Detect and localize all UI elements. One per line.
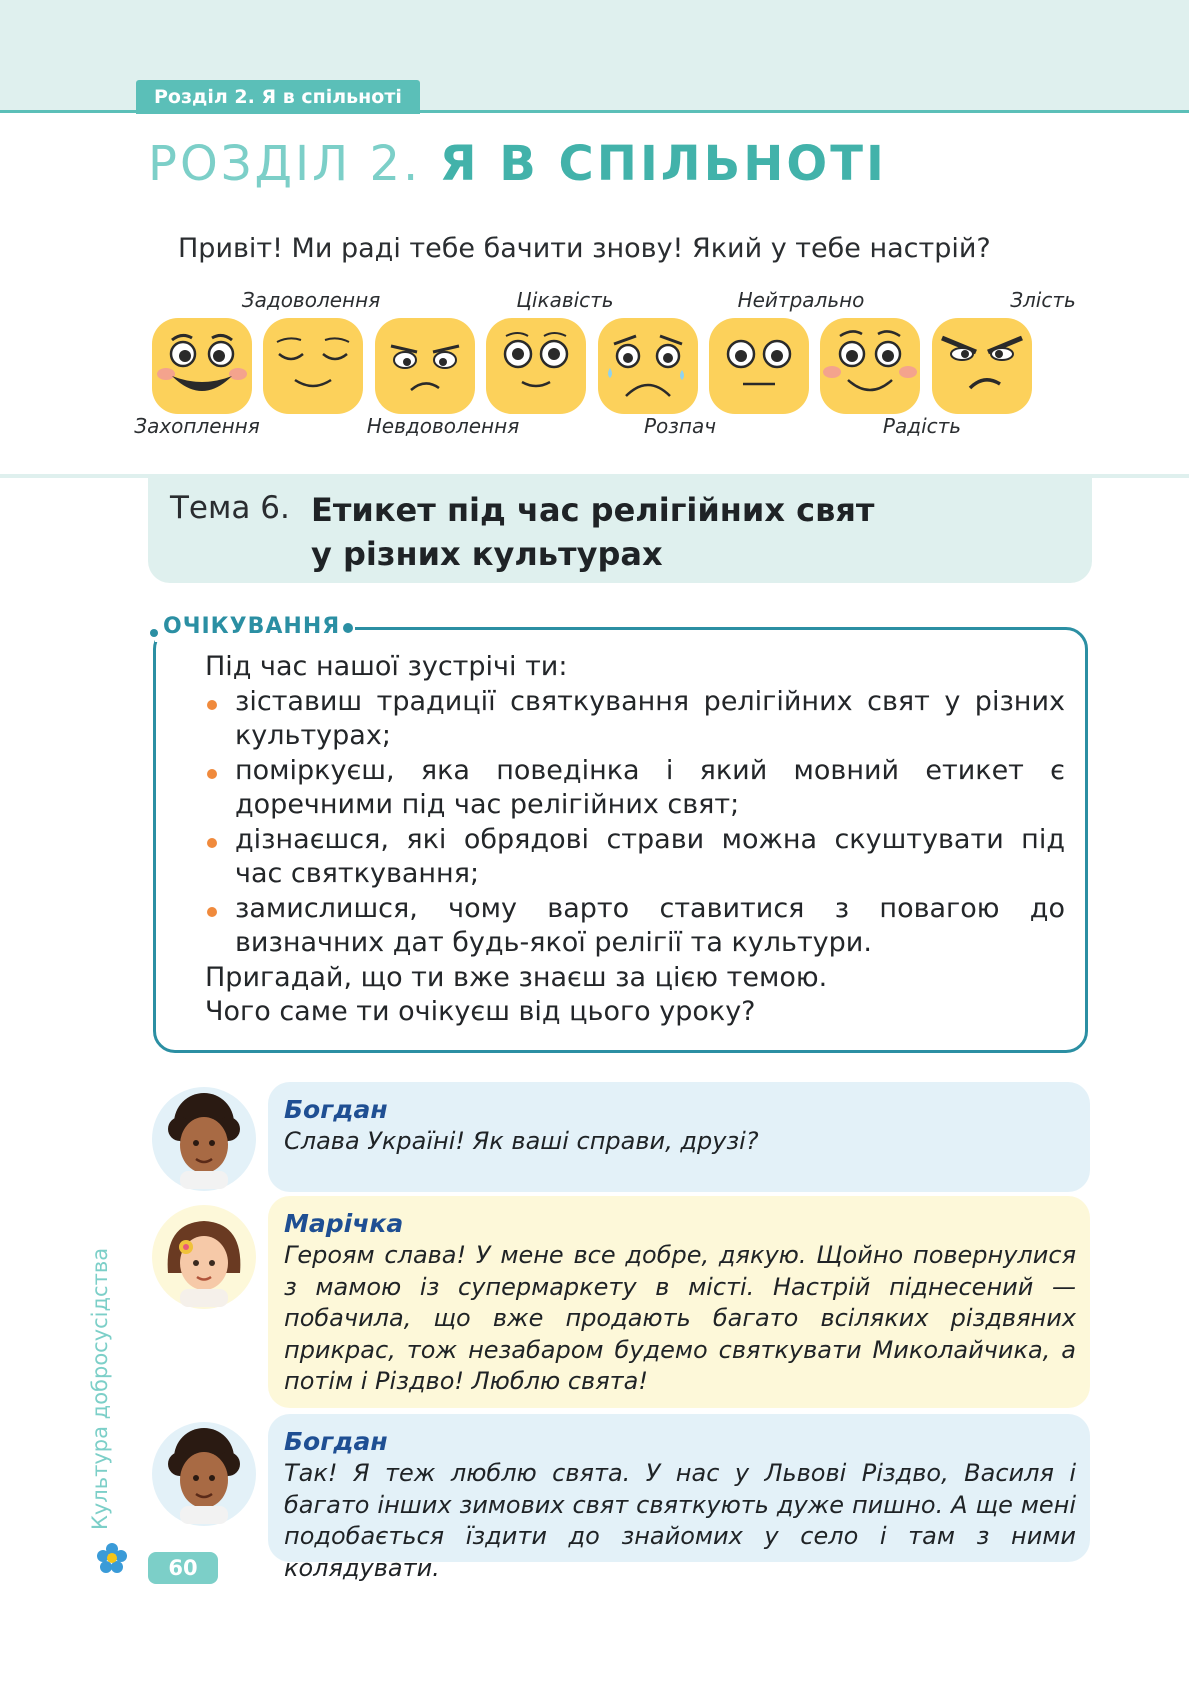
- expectations-item: зіставиш традиції святкування релігійних свят у різних культурах;: [205, 685, 1065, 754]
- dialogue-bubble: [268, 1414, 1090, 1582]
- curious-face-icon[interactable]: [484, 316, 588, 416]
- mood-scale: [150, 316, 1100, 416]
- mood-label-content: Задоволення: [241, 288, 381, 312]
- mood-label-despair: Розпач: [643, 414, 717, 438]
- dialogue-bubble: [268, 1196, 1090, 1408]
- mood-label-angry: Злість: [1010, 288, 1076, 312]
- speaker-name: Богдан: [284, 1095, 388, 1124]
- expectations-text: [205, 650, 1065, 1030]
- displeased-face-icon[interactable]: [373, 316, 477, 416]
- expectations-outro-2: Чого саме ти очікуєш від цього уроку?: [205, 996, 756, 1027]
- topic-title-line1: Етикет під час релігійних свят: [311, 491, 875, 529]
- page-title: [148, 136, 887, 192]
- angry-face-icon[interactable]: [930, 316, 1034, 416]
- speech-text: Так! Я теж люблю свята. У нас у Львові Різдво, Василя і багато інших зимових свят святкують дуже пишно. А ще мені подобається їздити до знайомих у село і там з ними колядувати.: [284, 1459, 1076, 1582]
- expectations-label: ОЧІКУВАННЯ: [163, 614, 341, 639]
- expectations-list: [205, 685, 1065, 961]
- expectations-dot-left: [150, 629, 158, 637]
- greeting-text: Привіт! Ми раді тебе бачити знову! Який у тебе настрій?: [178, 233, 991, 264]
- content-face-icon[interactable]: [261, 316, 365, 416]
- expectations-item: замислишся, чому варто ставитися з повагою до визначних дат будь-якої релігії та культури.: [205, 892, 1065, 961]
- expectations-intro: Під час нашої зустрічі ти:: [205, 651, 568, 682]
- expectations-outro-1: Пригадай, що ти вже знаєш за цією темою.: [205, 961, 828, 993]
- page-title-bold: Я В СПІЛЬНОТІ: [439, 136, 887, 192]
- flower-icon: [95, 1541, 129, 1575]
- speaker-name: Богдан: [284, 1427, 388, 1456]
- avatar-bohdan: [150, 1420, 258, 1528]
- mood-label-joy: Радість: [882, 414, 962, 438]
- bullet-dot: [207, 769, 217, 779]
- speaker-name: Марічка: [284, 1209, 404, 1238]
- speech-text: Слава Україні! Як ваші справи, друзі?: [284, 1127, 759, 1155]
- joy-face-icon[interactable]: [818, 316, 922, 416]
- page-title-light: РОЗДІЛ 2.: [148, 136, 422, 192]
- speech-text: Героям слава! У мене все добре, дякую. Щойно повернулися з мамою із супермаркету в місті. Настрій піднесений — побачила, що вже продають багато всіляких різдвяних прикрас, тож незабаром будемо святкувати Миколайчика, а потім і Різдво! Люблю свята!: [284, 1241, 1076, 1395]
- neutral-face-icon[interactable]: [707, 316, 811, 416]
- despair-face-icon[interactable]: [596, 316, 700, 416]
- avatar-bohdan: [150, 1085, 258, 1193]
- mood-label-neutral: Нейтрально: [737, 288, 865, 312]
- page-number: 60: [148, 1552, 218, 1584]
- side-running-title: Культура добросусідства: [88, 1247, 112, 1530]
- dialogue-bubble: [268, 1082, 1090, 1192]
- bullet-dot: [207, 907, 217, 917]
- expectations-item: поміркуєш, яка поведінка і який мовний етикет є доречними під час релігійних свят;: [205, 754, 1065, 823]
- mood-label-displeased: Невдоволення: [366, 414, 520, 438]
- topic-title: [311, 488, 874, 576]
- mood-label-excited: Захоплення: [134, 414, 260, 438]
- bullet-dot: [207, 838, 217, 848]
- expectations-item: дізнаєшся, які обрядові страви можна скуштувати під час святкування;: [205, 823, 1065, 892]
- avatar-marichka: [150, 1203, 258, 1311]
- bullet-dot: [207, 700, 217, 710]
- section-tab: Розділ 2. Я в спільноті: [136, 80, 420, 114]
- topic-title-line2: у різних культурах: [311, 535, 663, 573]
- excited-face-icon[interactable]: [150, 316, 254, 416]
- topic-number: Тема 6.: [170, 490, 290, 526]
- expectations-dot-right: [343, 623, 353, 633]
- mood-label-curious: Цікавість: [516, 288, 614, 312]
